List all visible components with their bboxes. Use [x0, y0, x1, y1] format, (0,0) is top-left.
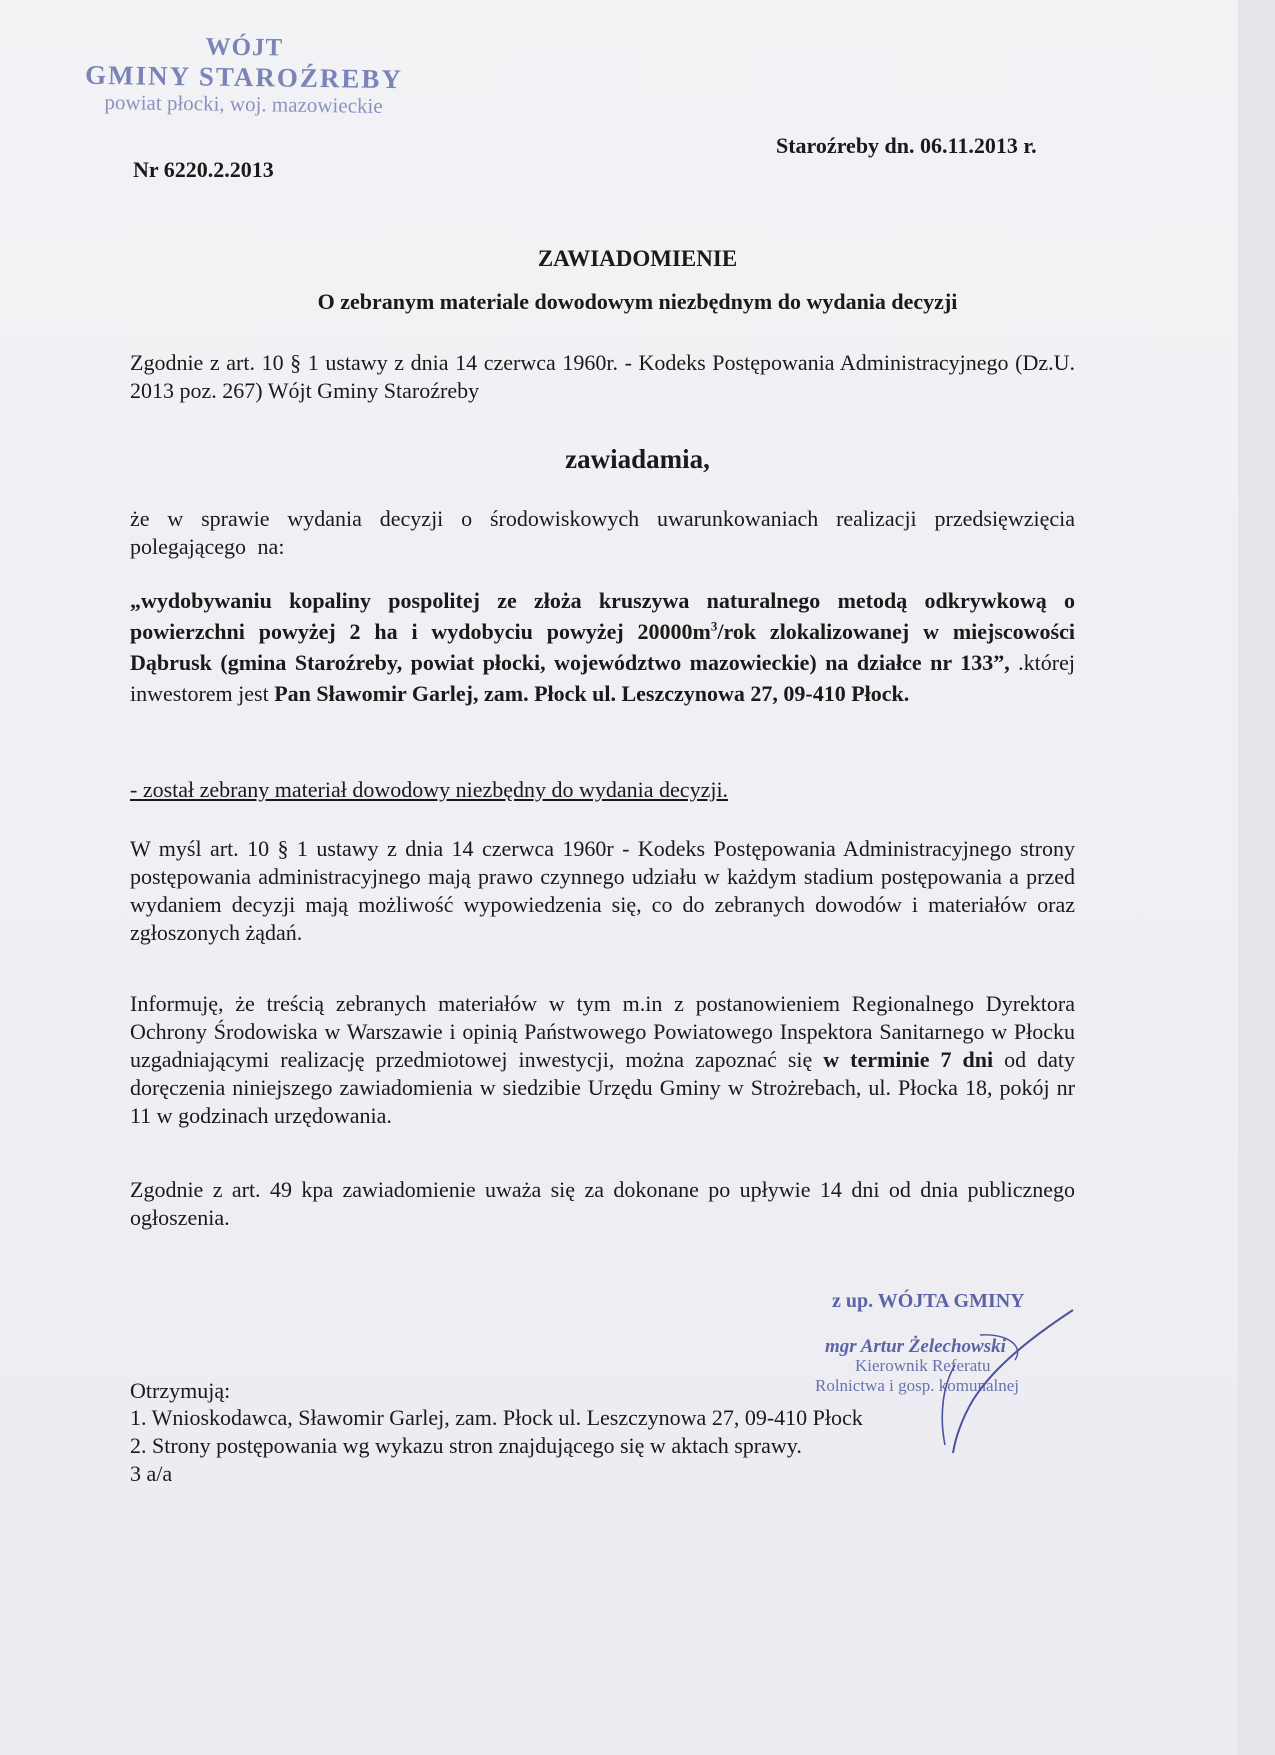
signatory-role: Kierownik Referatu [855, 1356, 991, 1375]
collected-statement: - został zebrany materiał dowodowy niezbędny do wydania decyzji. [130, 777, 729, 802]
project-text-2: /rok zlokalizowanej w miejscowości Dąbrusk (gmina Staroźreby, powiat płocki, województwo mazowieckie) na działce nr 133”, [130, 619, 1075, 675]
recipient-item: 3 a/a [130, 1461, 173, 1486]
deadline-text: w terminie 7 dni [823, 1047, 994, 1072]
announcement-verb: zawiadamia, [565, 444, 710, 474]
matter-paragraph: że w sprawie wydania decyzji o środowiskowych uwarunkowaniach realizacji przedsięwzięcia polegającego na: [130, 506, 1075, 559]
notice-paragraph: Zgodnie z art. 49 kpa zawiadomienie uważa się za dokonane po upływie 14 dni od dnia publicznego ogłoszenia. [130, 1177, 1075, 1230]
handwritten-signature [895, 1305, 1075, 1455]
reference-number: Nr 6220.2.2013 [133, 157, 274, 182]
document-title: ZAWIADOMIENIE [537, 246, 738, 271]
recipients-label: Otrzymują: [130, 1378, 231, 1403]
recipient-item: 1. Wnioskodawca, Sławomir Garlej, zam. Płock ul. Leszczynowa 27, 09-410 Płock [130, 1405, 863, 1430]
recipients-list [130, 1404, 863, 1488]
signatory-department: Rolnictwa i gosp. komunalnej [815, 1376, 1019, 1395]
project-description [130, 588, 1075, 675]
info-text-2: od daty doręczenia niniejszego zawiadomienia w siedzibie Urzędu Gminy w Strożrebach, ul. Płocka 18, pokój nr 11 w godzinach urzędowania. [130, 1047, 1075, 1128]
info-paragraph [130, 990, 1075, 1130]
stamp-line-1: WÓJT [205, 33, 284, 62]
cubic-superscript: 3 [710, 618, 718, 634]
info-text-1: Informuję, że treścią zebranych materiałów w tym m.in z postanowieniem Regionalnego Dyrektora Ochrony Środowiska w Warszawie i opinią Państwowego Powiatowego Inspektora Sanitarnego w Płocku uzgadniającymi realizację przedmiotowej inwestycji, można zapoznać się [130, 991, 1075, 1072]
signature-authority: z up. WÓJTA GMINY [832, 1290, 1025, 1312]
place-and-date: Staroźreby dn. 06.11.2013 r. [776, 133, 1037, 158]
intro-paragraph: Zgodnie z art. 10 § 1 ustawy z dnia 14 czerwca 1960r. - Kodeks Postępowania Administracyjnego (Dz.U. 2013 poz. 267) Wójt Gminy Staroźreby [130, 350, 1075, 403]
project-paragraph [130, 585, 1075, 709]
investor-details: Pan Sławomir Garlej, zam. Płock ul. Leszczynowa 27, 09-410 Płock. [274, 681, 910, 706]
rights-paragraph: W myśl art. 10 § 1 ustawy z dnia 14 czerwca 1960r - Kodeks Postępowania Administracyjnego strony postępowania administracyjnego mają prawo czynnego udziału w każdym stadium postępowania a przed wydaniem decyzji mają możliwość wypowiedzenia się, co do zebranych dowodów i materiałów oraz zgłoszonych żądań. [130, 836, 1075, 945]
recipient-item: 2. Strony postępowania wg wykazu stron znajdującego się w aktach sprawy. [130, 1433, 802, 1458]
signatory-name: mgr Artur Żelechowski [825, 1336, 1006, 1357]
project-text-1: „wydobywaniu kopaliny pospolitej ze złoża kruszywa naturalnego metodą odkrywkową o powierzchni powyżej 2 ha i wydobyciu powyżej 20000m [130, 588, 1075, 644]
office-header-stamp [63, 31, 424, 118]
stamp-line-3: powiat płocki, woj. mazowieckie [104, 90, 383, 118]
stamp-line-2: GMINY STAROŹREBY [84, 59, 404, 95]
document-subtitle: O zebranym materiale dowodowym niezbędnym do wydania decyzji [317, 289, 958, 314]
investor-connector: .której inwestorem jest [130, 650, 1075, 706]
